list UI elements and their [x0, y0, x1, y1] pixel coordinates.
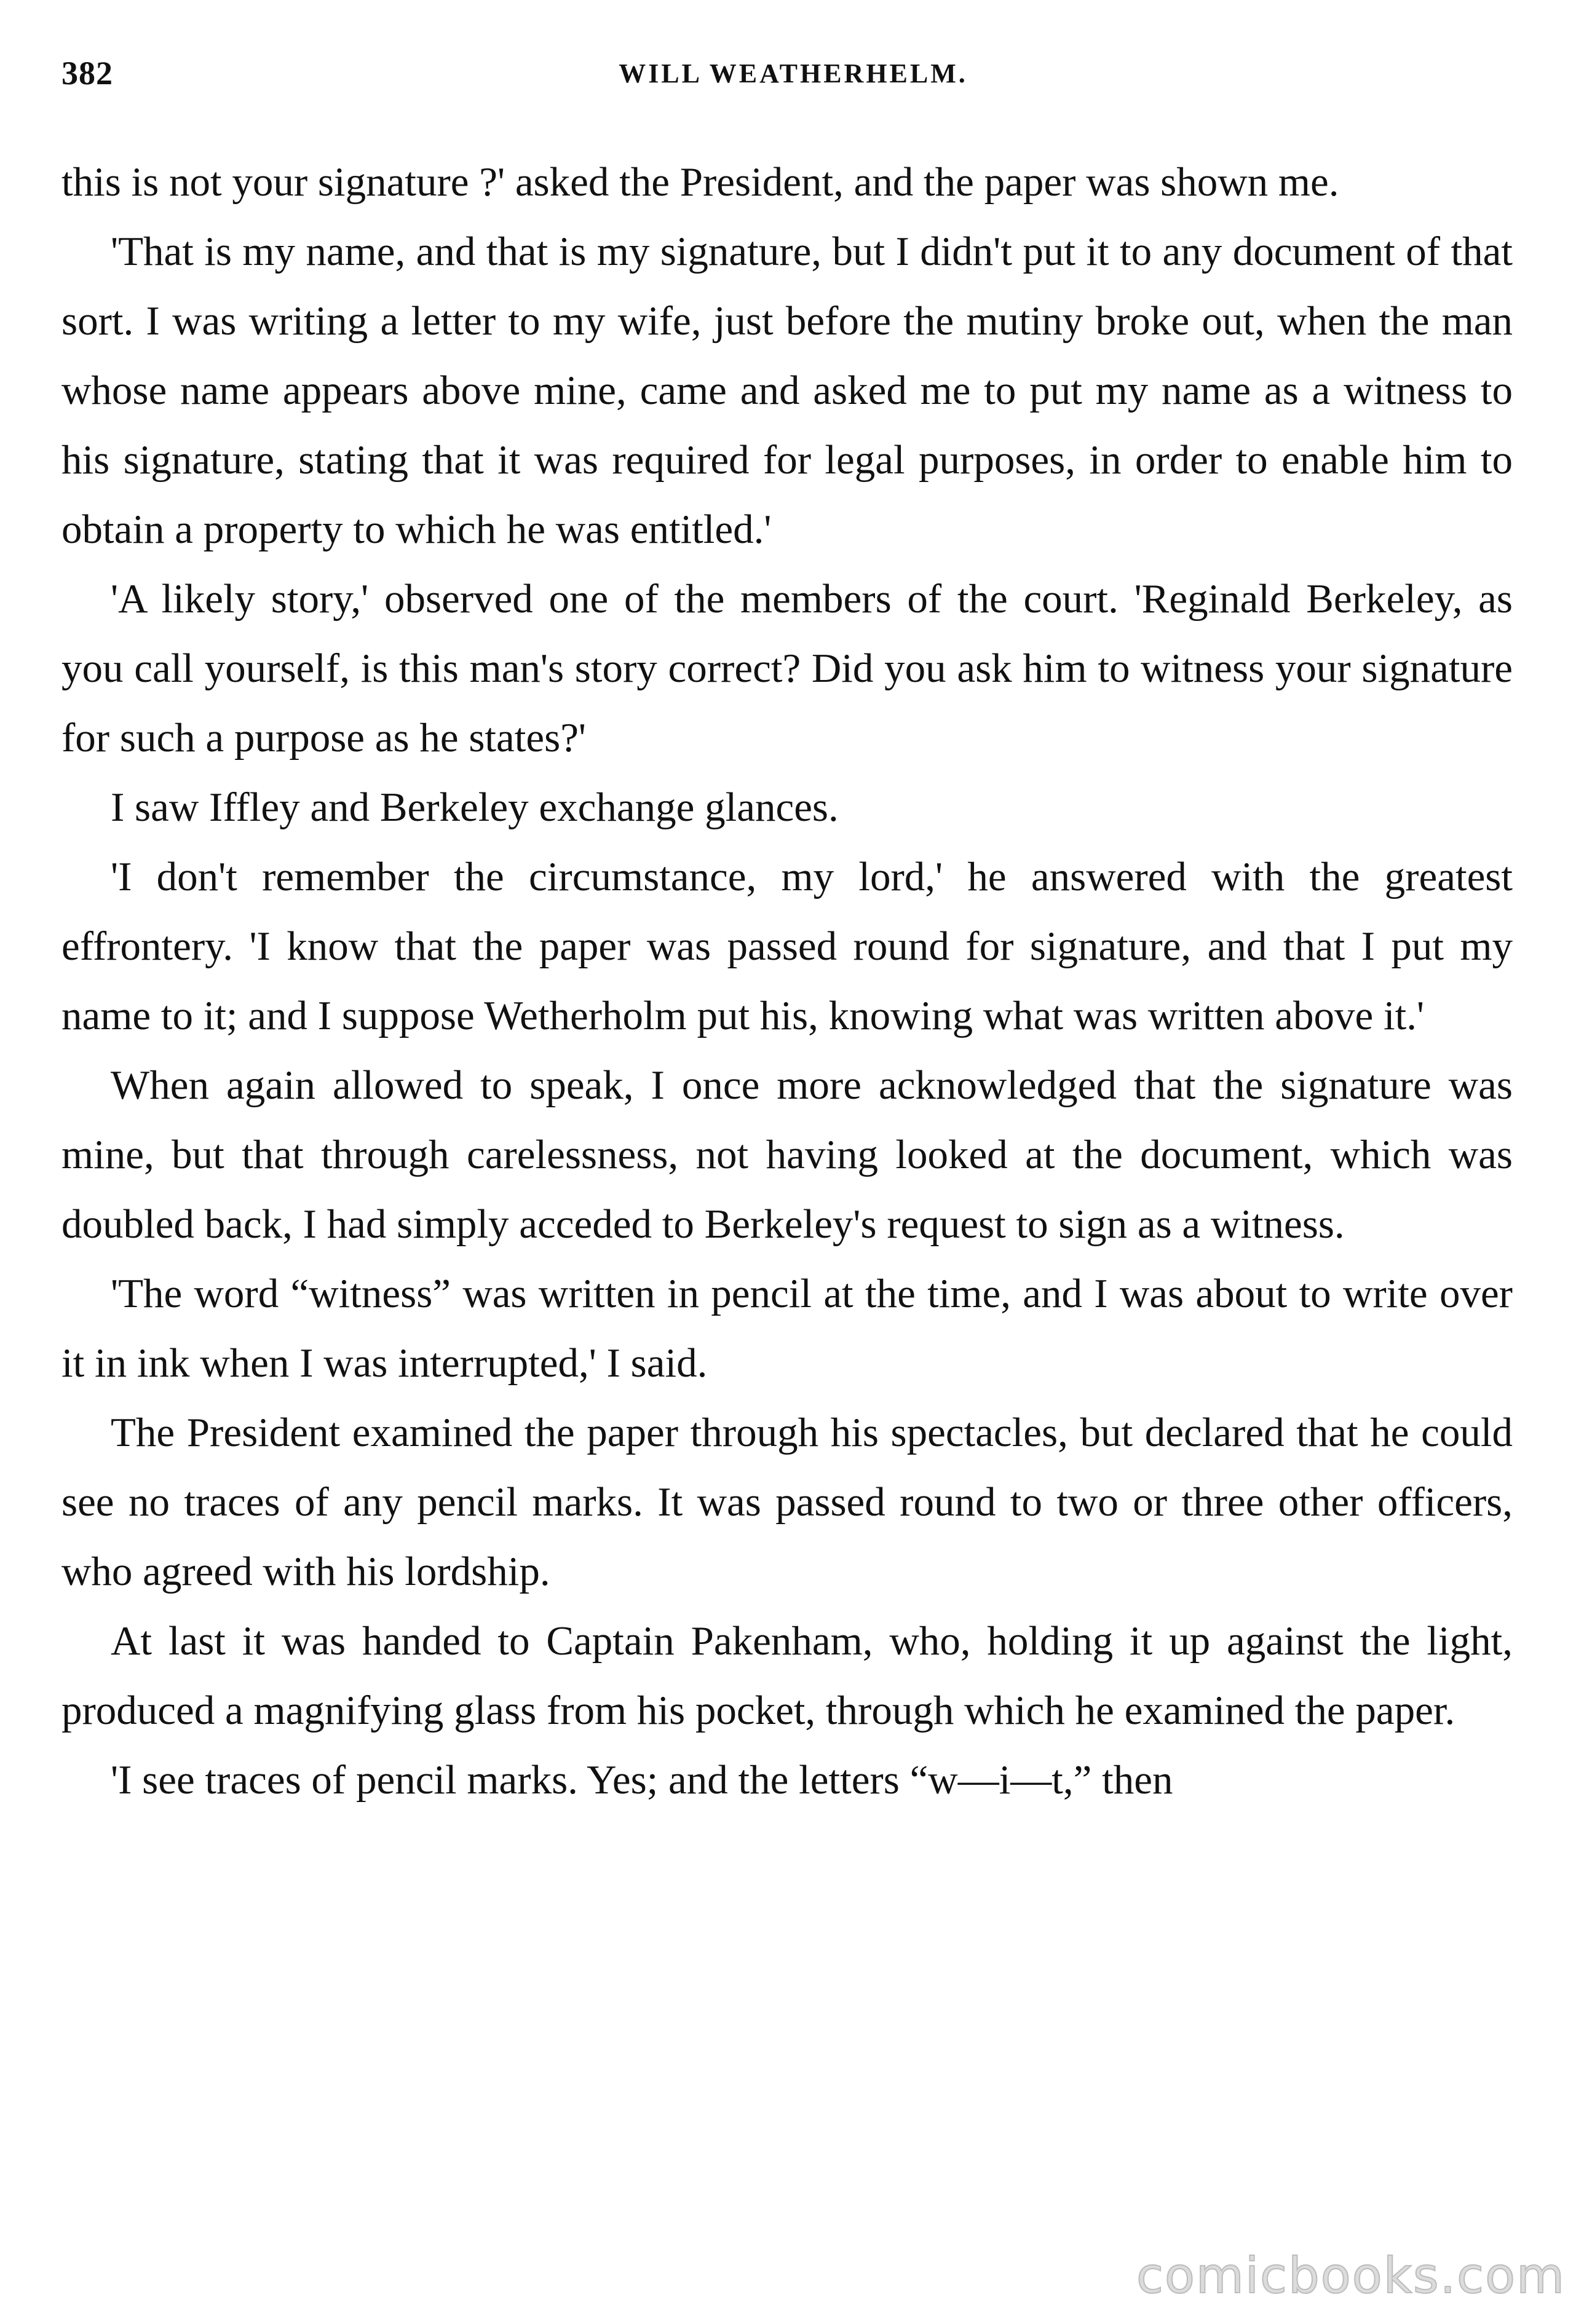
page-number: 382 — [61, 55, 113, 92]
paragraph: this is not your signature ?' asked the President, and the paper was shown me. — [61, 159, 1339, 205]
paragraph: 'That is my name, and that is my signature, but I didn't put it to any document of that sort. I was writing a letter to my wife, just before the mutiny broke out, when the man whose name appears above mine, came and asked me to put my name as a witness to his signature, stating that it was required for legal purposes, in order to enable him to obtain a property to which he was entitled.' — [61, 229, 1513, 552]
paragraph: I saw Iffley and Berkeley exchange glances. — [111, 785, 839, 830]
running-head: WILL WEATHERHELM. — [619, 58, 968, 89]
paragraph: 'I don't remember the circumstance, my lord,' he answered with the greatest effrontery. 'I know that the paper was passed round for signature, and that I put my name to it; and I suppose Wetherholm put his, knowing what was written above it.' — [61, 854, 1513, 1038]
body-text — [61, 148, 1513, 1815]
paragraph: 'The word “witness” was written in pencil at the time, and I was about to write over it in ink when I was interrupted,' I said. — [61, 1271, 1513, 1386]
paragraph: The President examined the paper through his spectacles, but declared that he could see no traces of any pencil marks. It was passed round to two or three other officers, who agreed with his lordship. — [61, 1410, 1513, 1594]
watermark: comicbooks.com — [1136, 2247, 1566, 2304]
paragraph: 'I see traces of pencil marks. Yes; and the letters “w—i—t,” then — [111, 1757, 1173, 1803]
paragraph: 'A likely story,' observed one of the members of the court. 'Reginald Berkeley, as you call yourself, is this man's story correct? Did you ask him to witness your signature for such a purpose as he states?' — [61, 576, 1513, 761]
page-header — [61, 54, 1525, 103]
paragraph: At last it was handed to Captain Pakenham, who, holding it up against the light, produced a magnifying glass from his pocket, through which he examined the paper. — [61, 1618, 1513, 1733]
paragraph: When again allowed to speak, I once more acknowledged that the signature was mine, but that through carelessness, not having looked at the document, which was doubled back, I had simply acceded to Berkeley's request to sign as a witness. — [61, 1062, 1513, 1247]
